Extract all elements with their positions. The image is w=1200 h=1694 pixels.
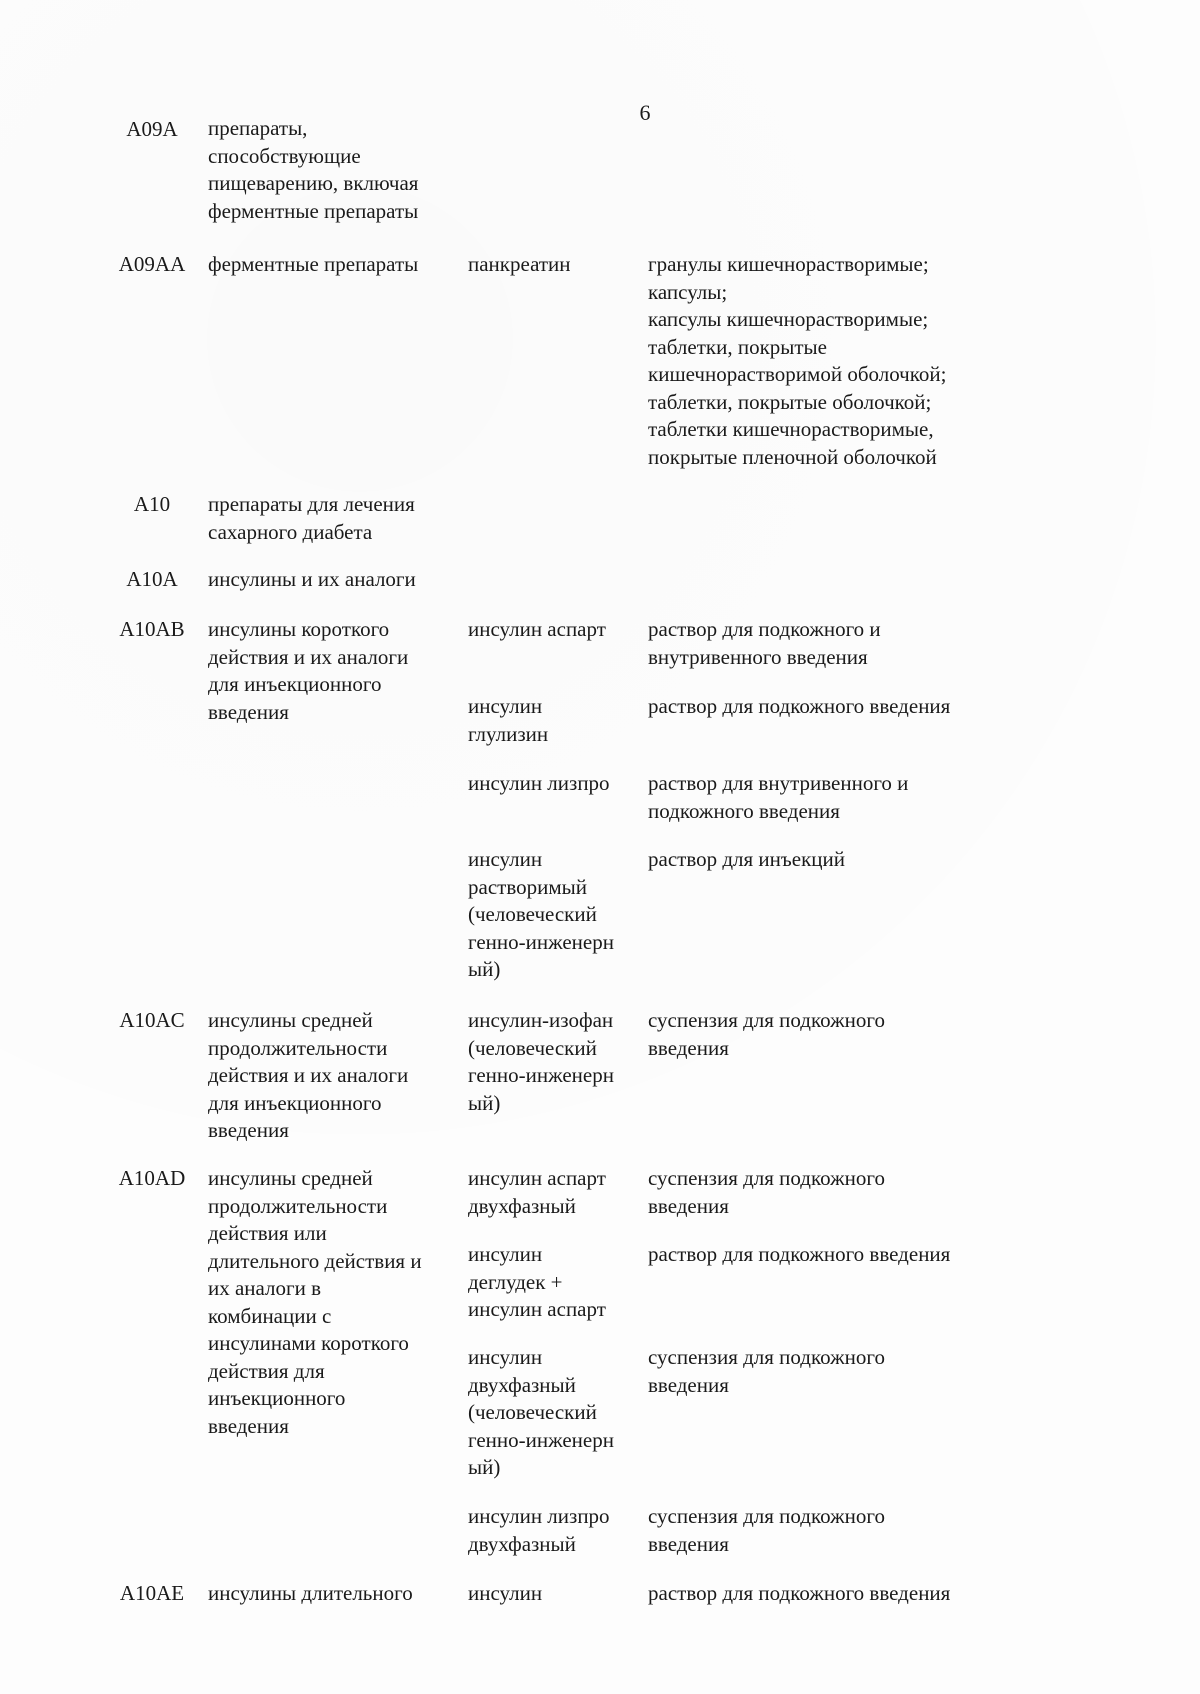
dosage-form-line: капсулы;	[648, 279, 728, 304]
drug-name-line: глулизин	[468, 721, 549, 746]
group-name-line: ферментные препараты	[208, 198, 419, 223]
dosage-form-line: таблетки, покрытые	[648, 334, 827, 359]
group-name-line: препараты для лечения	[208, 492, 415, 516]
group-name-line: действия или	[208, 1221, 327, 1245]
group-name-line: действия и их аналоги	[208, 644, 409, 669]
drug-name-line: растворимый	[468, 874, 587, 899]
group-name-line: инсулины средней	[208, 1166, 373, 1190]
drug-name-line: инсулин аспарт	[468, 617, 606, 641]
atc-code: A09A	[126, 117, 178, 141]
drug-name-line: ый)	[468, 1090, 501, 1115]
group-name-line: сахарного диабета	[208, 519, 373, 544]
dosage-form-line: раствор для инъекций	[648, 847, 845, 871]
group-name-line: комбинации с	[208, 1303, 332, 1328]
page-number: 6	[639, 100, 651, 125]
dosage-form-line: покрытые пленочной оболочкой	[648, 444, 937, 469]
group-name-line: для инъекционного	[208, 1090, 382, 1115]
group-name-line: их аналоги в	[208, 1276, 322, 1300]
dosage-form-line: внутривенного введения	[648, 644, 868, 669]
group-name-line: введения	[208, 1413, 289, 1438]
group-name-line: продолжительности	[208, 1193, 388, 1218]
drug-name-line: генно-инженерн	[468, 1063, 614, 1087]
drug-name-line: инсулин-изофан	[468, 1008, 614, 1032]
drug-name-line: (человеческий	[468, 1035, 597, 1060]
drug-name-line: инсулин	[468, 1242, 543, 1266]
drug-name-line: ый)	[468, 1455, 501, 1479]
group-name-line: инсулины средней	[208, 1008, 373, 1032]
atc-code: A10AE	[119, 1581, 185, 1605]
group-name-line: введения	[208, 699, 289, 724]
group-name-line: действия и их аналоги	[208, 1063, 409, 1087]
group-name-line: препараты,	[208, 116, 308, 140]
drug-name-line: генно-инженерн	[468, 929, 614, 954]
dosage-form-line: раствор для подкожного введения	[648, 1581, 951, 1605]
drug-name-line: инсулин аспарт	[468, 1166, 606, 1190]
group-name-line: инсулины и их аналоги	[208, 567, 416, 591]
atc-code: A10A	[126, 567, 178, 591]
dosage-form-line: таблетки кишечнорастворимые,	[648, 417, 934, 441]
group-name-line: пищеварению, включая	[208, 171, 419, 195]
dosage-form-line: суспензия для подкожного	[648, 1504, 885, 1528]
drug-name-line: двухфазный	[468, 1372, 576, 1397]
dosage-form-line: введения	[648, 1372, 729, 1397]
drug-name-line: двухфазный	[468, 1193, 576, 1218]
drug-name-line: (человеческий	[468, 902, 597, 926]
drug-name-line: инсулин аспарт	[468, 1297, 606, 1321]
dosage-form-line: введения	[648, 1035, 729, 1060]
drug-name-line: инсулин	[468, 1345, 543, 1369]
dosage-form-line: раствор для подкожного и	[648, 617, 881, 641]
drug-name-line: ый)	[468, 957, 501, 981]
dosage-form-line: введения	[648, 1193, 729, 1218]
group-name-line: для инъекционного	[208, 672, 382, 696]
dosage-form-line: кишечнорастворимой оболочкой;	[648, 362, 947, 386]
group-name-line: инсулины короткого	[208, 617, 390, 641]
dosage-form-line: введения	[648, 1531, 729, 1556]
atc-code: A10	[133, 492, 171, 516]
group-name-line: ферментные препараты	[208, 252, 419, 276]
atc-code: A09AA	[118, 252, 186, 276]
dosage-form-line: капсулы кишечнорастворимые;	[648, 307, 929, 331]
group-name-line: инъекционного	[208, 1386, 346, 1410]
dosage-form-line: суспензия для подкожного	[648, 1345, 885, 1369]
dosage-form-line: подкожного введения	[648, 798, 840, 823]
atc-code: A10AB	[119, 617, 185, 641]
drug-name-line: инсулин	[468, 1581, 543, 1605]
dosage-form-line: раствор для подкожного введения	[648, 694, 951, 718]
group-name-line: продолжительности	[208, 1035, 388, 1060]
drug-name-line: панкреатин	[468, 252, 571, 276]
drug-name-line: инсулин	[468, 847, 543, 871]
group-name-line: действия для	[208, 1358, 325, 1383]
drug-name-line: инсулин лизпро	[468, 1504, 610, 1528]
dosage-form-line: таблетки, покрытые оболочкой;	[648, 389, 932, 414]
dosage-form-line: раствор для подкожного введения	[648, 1242, 951, 1266]
dosage-form-line: раствор для внутривенного и	[648, 771, 909, 795]
drug-name-line: инсулин	[468, 694, 543, 718]
dosage-form-line: гранулы кишечнорастворимые;	[648, 252, 929, 276]
drug-name-line: (человеческий	[468, 1400, 597, 1424]
group-name-line: инсулинами короткого	[208, 1331, 409, 1355]
atc-code: A10AC	[119, 1008, 185, 1032]
group-name-line: инсулины длительного	[208, 1581, 413, 1605]
dosage-form-line: суспензия для подкожного	[648, 1008, 885, 1032]
group-name-line: длительного действия и	[208, 1248, 422, 1273]
drug-name-line: деглудек +	[468, 1269, 563, 1294]
drug-name-line: двухфазный	[468, 1531, 576, 1556]
dosage-form-line: суспензия для подкожного	[648, 1166, 885, 1190]
drug-name-line: инсулин лизпро	[468, 771, 610, 795]
atc-code: A10AD	[118, 1166, 186, 1190]
group-name-line: введения	[208, 1118, 289, 1142]
drug-name-line: генно-инженерн	[468, 1427, 614, 1452]
group-name-line: способствующие	[208, 143, 361, 168]
